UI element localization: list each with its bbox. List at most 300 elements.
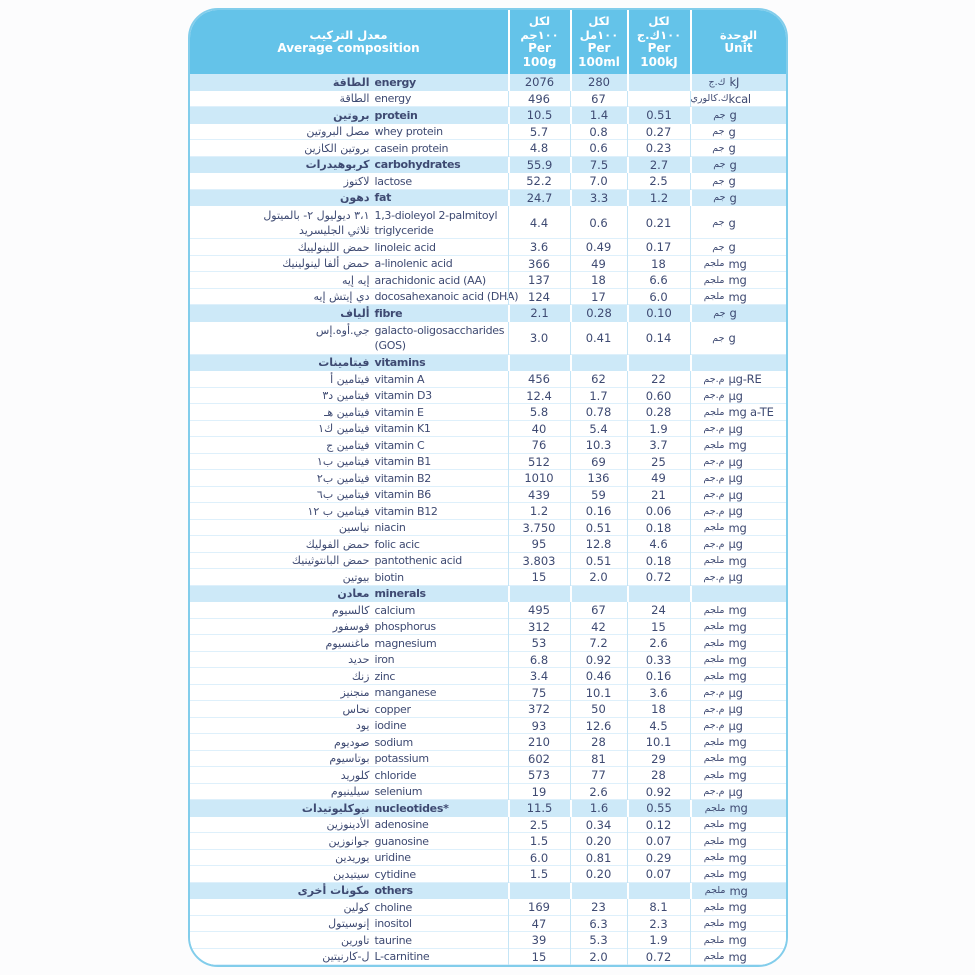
value-per-100ml: 0.8 — [570, 124, 627, 141]
row-label-english: vitamin C — [374, 438, 425, 452]
unit-latin: mg — [728, 834, 747, 849]
row-label — [190, 437, 508, 454]
value-per-100g: 124 — [508, 289, 570, 306]
row-label — [190, 487, 508, 504]
value-per-100g: 4.8 — [508, 140, 570, 157]
unit-arabic: جم — [713, 307, 726, 319]
value-per-100kj: 0.72 — [627, 569, 690, 586]
row-label — [190, 140, 508, 157]
unit-cell — [690, 91, 786, 108]
value-per-100g: 1.5 — [508, 866, 570, 883]
unit-cell — [690, 173, 786, 190]
row-label-line — [190, 306, 508, 321]
row-label-arabic: الطاقة — [332, 75, 370, 89]
unit-arabic: ك.كالوري — [690, 93, 729, 105]
unit-arabic: م.جم — [703, 505, 725, 517]
value-per-100kj: 49 — [627, 470, 690, 487]
row-label-english: copper — [374, 702, 411, 716]
row-label — [190, 289, 519, 306]
row-label-english: whey protein — [374, 125, 443, 139]
row-label-arabic: بروتين — [333, 108, 370, 122]
value-per-100ml: 0.16 — [570, 503, 627, 520]
unit-arabic: م.جم — [703, 390, 725, 402]
unit-arabic: م.جم — [703, 687, 725, 699]
unit-cell — [690, 784, 786, 801]
row-label-arabic: فيتامين ب ١٢ — [307, 504, 370, 518]
table-row — [190, 206, 786, 239]
row-label-english: inositol — [374, 917, 412, 931]
unit-cell — [690, 305, 786, 322]
value-per-100kj: 1.9 — [627, 421, 690, 438]
value-per-100ml: 0.51 — [570, 520, 627, 537]
row-label-english: vitamin B2 — [374, 471, 431, 485]
value-per-100g — [508, 355, 570, 372]
table-row — [190, 470, 786, 487]
row-label — [190, 602, 508, 619]
unit-latin: mg — [728, 817, 747, 832]
row-label-english: vitamin B1 — [374, 455, 431, 469]
unit-latin: mg — [728, 636, 747, 651]
row-label-arabic: سيلينيوم — [330, 785, 370, 799]
row-label-english: vitamin B12 — [374, 504, 438, 518]
unit-arabic: ملجم — [703, 274, 725, 286]
value-per-100ml: 0.6 — [570, 206, 627, 239]
row-label-line — [190, 933, 508, 948]
value-per-100kj: 2.5 — [627, 173, 690, 190]
value-per-100ml: 2.6 — [570, 784, 627, 801]
row-label — [190, 272, 508, 289]
unit-cell — [690, 800, 786, 817]
row-label-line — [190, 669, 508, 684]
unit-cell — [690, 866, 786, 883]
row-label-arabic: ألياف — [340, 306, 370, 320]
unit-cell — [690, 734, 786, 751]
table-row — [190, 734, 786, 751]
unit-latin: µg — [728, 685, 743, 700]
row-label-arabic: فيتامين أ — [330, 372, 370, 386]
row-label-arabic: حمض ألفا لينولينيك — [282, 257, 370, 271]
row-label-english: biotin — [374, 570, 404, 584]
table-row — [190, 635, 786, 652]
row-label-line — [190, 801, 508, 816]
value-per-100kj: 0.18 — [627, 520, 690, 537]
row-label-english: potassium — [374, 752, 429, 766]
row-label-line — [190, 735, 508, 750]
value-per-100kj: 3.7 — [627, 437, 690, 454]
row-label — [190, 635, 508, 652]
value-per-100ml: 5.4 — [570, 421, 627, 438]
unit-arabic: ملجم — [703, 835, 725, 847]
value-per-100g: 55.9 — [508, 157, 570, 174]
unit-cell — [690, 817, 786, 834]
value-per-100g: 40 — [508, 421, 570, 438]
row-label-arabic: زنك — [351, 669, 370, 683]
unit-latin: mg — [728, 900, 747, 915]
row-label-line — [190, 850, 508, 865]
value-per-100ml: 0.41 — [570, 322, 627, 355]
unit-latin: µg — [728, 537, 743, 552]
unit-latin: mg — [728, 256, 747, 271]
unit-arabic: جم — [712, 332, 725, 344]
table-row — [190, 569, 786, 586]
table-row — [190, 388, 786, 405]
row-label-arabic: حمض اللينولييك — [297, 240, 370, 254]
row-label — [190, 355, 508, 372]
value-per-100g: 2.5 — [508, 817, 570, 834]
row-label-line — [190, 174, 508, 189]
row-label — [190, 883, 508, 900]
table-row — [190, 668, 786, 685]
unit-latin: g — [729, 306, 737, 321]
unit-cell — [690, 355, 786, 372]
unit-cell — [690, 107, 786, 124]
unit-arabic: ملجم — [703, 406, 725, 418]
table-row — [190, 899, 786, 916]
unit-arabic: ملجم — [703, 852, 725, 864]
row-label-line — [190, 256, 508, 271]
unit-cell — [690, 569, 786, 586]
row-label-line — [190, 504, 508, 519]
value-per-100kj: 0.17 — [627, 239, 690, 256]
unit-latin: g — [729, 190, 737, 205]
table-row — [190, 305, 786, 322]
unit-latin: µg — [728, 471, 743, 486]
unit-latin: mg — [728, 768, 747, 783]
value-per-100ml: 12.6 — [570, 718, 627, 735]
value-per-100kj: 0.72 — [627, 949, 690, 966]
table-row — [190, 800, 786, 817]
table-body — [190, 74, 786, 965]
header-per-100g-english-line2: 100g — [522, 54, 557, 69]
row-label-arabic: فيتامين ج — [326, 438, 370, 452]
unit-arabic: ملجم — [703, 901, 725, 913]
row-label-arabic: حمض الفوليك — [305, 537, 370, 551]
row-label — [190, 388, 508, 405]
value-per-100kj: 25 — [627, 454, 690, 471]
value-per-100kj: 2.7 — [627, 157, 690, 174]
unit-cell — [690, 140, 786, 157]
unit-arabic: م.جم — [703, 423, 725, 435]
row-label-english: vitamin B6 — [374, 488, 431, 502]
row-label-line — [190, 223, 508, 238]
table-row — [190, 916, 786, 933]
row-label-english: calcium — [374, 603, 416, 617]
unit-latin: kJ — [729, 75, 740, 90]
row-label-line — [190, 553, 508, 568]
row-label-arabic: يود — [355, 719, 370, 733]
value-per-100g: 137 — [508, 272, 570, 289]
unit-arabic: ملجم — [703, 934, 725, 946]
row-label-english: magnesium — [374, 636, 437, 650]
value-per-100kj: 0.23 — [627, 140, 690, 157]
row-label — [190, 157, 508, 174]
row-label — [190, 173, 508, 190]
row-label-line — [190, 768, 508, 783]
row-label-arabic: مصل البروتين — [306, 125, 370, 139]
unit-arabic: ملجم — [703, 439, 725, 451]
value-per-100ml: 0.46 — [570, 668, 627, 685]
unit-arabic: ملجم — [704, 885, 726, 897]
value-per-100kj: 21 — [627, 487, 690, 504]
unit-latin: mg — [728, 652, 747, 667]
value-per-100ml: 18 — [570, 272, 627, 289]
unit-latin: g — [729, 108, 737, 123]
row-label — [190, 239, 508, 256]
unit-arabic: جم — [713, 192, 726, 204]
table-row — [190, 437, 786, 454]
row-label-english: a-linolenic acid — [374, 257, 453, 271]
row-label-english: phosphorus — [374, 620, 436, 634]
table-row — [190, 190, 786, 207]
value-per-100kj: 0.92 — [627, 784, 690, 801]
value-per-100ml: 0.28 — [570, 305, 627, 322]
value-per-100ml: 10.3 — [570, 437, 627, 454]
row-label-arabic: الطاقة — [339, 92, 370, 106]
value-per-100kj: 10.1 — [627, 734, 690, 751]
header-per-100g-arabic-line1: لكل — [528, 14, 551, 28]
value-per-100g: 5.8 — [508, 404, 570, 421]
unit-latin: µg — [728, 718, 743, 733]
unit-cell — [690, 454, 786, 471]
unit-cell — [690, 553, 786, 570]
table-row — [190, 487, 786, 504]
value-per-100ml: 0.20 — [570, 833, 627, 850]
unit-latin: g — [729, 157, 737, 172]
value-per-100ml: 28 — [570, 734, 627, 751]
value-per-100g: 3.803 — [508, 553, 570, 570]
row-label — [190, 586, 508, 603]
row-label-english: vitamin A — [374, 372, 425, 386]
row-label — [190, 470, 508, 487]
table-row — [190, 602, 786, 619]
row-label — [190, 74, 508, 91]
value-per-100kj — [627, 91, 690, 108]
row-label-line — [190, 537, 508, 552]
row-label-line — [190, 124, 508, 139]
value-per-100kj: 4.5 — [627, 718, 690, 735]
value-per-100g: 12.4 — [508, 388, 570, 405]
row-label — [190, 322, 508, 355]
row-label-arabic: دهون — [339, 191, 370, 205]
unit-cell — [690, 520, 786, 537]
row-label-english: vitamin E — [374, 405, 424, 419]
row-label — [190, 701, 508, 718]
unit-cell — [690, 371, 786, 388]
row-label-english: (GOS) — [374, 339, 406, 352]
unit-cell — [690, 916, 786, 933]
unit-latin: mg — [728, 751, 747, 766]
row-label-arabic: ثلاثي الجليسريد — [298, 223, 370, 237]
value-per-100ml: 0.78 — [570, 404, 627, 421]
row-label — [190, 454, 508, 471]
nutrition-facts-table — [188, 8, 788, 967]
value-per-100g: 495 — [508, 602, 570, 619]
row-label-arabic: الأدينوزين — [326, 818, 370, 832]
row-label-line — [190, 141, 508, 156]
value-per-100kj: 3.6 — [627, 685, 690, 702]
unit-arabic: ملجم — [703, 736, 725, 748]
row-label — [190, 206, 508, 239]
value-per-100g: 1.5 — [508, 833, 570, 850]
unit-arabic: ملجم — [703, 951, 725, 963]
unit-cell — [690, 883, 786, 900]
table-row — [190, 371, 786, 388]
row-label-line — [190, 289, 519, 304]
row-label-english: casein protein — [374, 141, 449, 155]
row-label-line — [190, 157, 508, 172]
value-per-100kj — [627, 586, 690, 603]
header-per-100kj-arabic-line2: ١٠٠ك.ج — [636, 27, 682, 42]
value-per-100g: 439 — [508, 487, 570, 504]
row-label-arabic: فوسفور — [332, 620, 370, 634]
unit-arabic: جم — [712, 175, 725, 187]
value-per-100kj: 0.27 — [627, 124, 690, 141]
table-row — [190, 520, 786, 537]
unit-arabic: جم — [713, 159, 726, 171]
value-per-100g: 93 — [508, 718, 570, 735]
row-label-english: zinc — [374, 669, 396, 683]
row-label-english: energy — [374, 75, 416, 89]
row-label — [190, 536, 508, 553]
unit-latin: kcal — [728, 91, 751, 106]
row-label-arabic: نيوكليوتيدات — [301, 801, 370, 815]
value-per-100ml: 67 — [570, 602, 627, 619]
row-label — [190, 767, 508, 784]
unit-latin: g — [728, 124, 736, 139]
row-label-english: niacin — [374, 521, 406, 535]
value-per-100kj — [627, 883, 690, 900]
unit-cell — [690, 437, 786, 454]
unit-arabic: ملجم — [703, 604, 725, 616]
header-per-100ml-english-line1: Per — [587, 41, 611, 55]
row-label-english: guanosine — [374, 834, 429, 848]
row-label-arabic: إنوسيتول — [328, 917, 370, 931]
value-per-100g: 312 — [508, 619, 570, 636]
unit-cell — [690, 850, 786, 867]
unit-cell — [690, 751, 786, 768]
row-label-english: choline — [374, 900, 413, 914]
unit-latin: mg — [729, 883, 748, 898]
value-per-100kj: 1.2 — [627, 190, 690, 207]
unit-arabic: ملجم — [703, 291, 725, 303]
row-label-line — [190, 685, 508, 700]
row-label-english: iron — [374, 653, 395, 667]
value-per-100ml: 0.20 — [570, 866, 627, 883]
unit-latin: mg — [728, 553, 747, 568]
row-label-arabic: فيتامين ب٢ — [316, 471, 370, 485]
row-label — [190, 421, 508, 438]
row-label-english: protein — [374, 108, 418, 122]
row-label-arabic: لاكتوز — [343, 174, 370, 188]
section-header-row — [190, 883, 786, 900]
row-label-english: chloride — [374, 768, 417, 782]
unit-arabic: جم — [712, 217, 725, 228]
table-row — [190, 536, 786, 553]
header-per-100g-arabic-line2: ١٠٠جم — [520, 27, 559, 42]
value-per-100kj: 0.51 — [627, 107, 690, 124]
row-label-english: minerals — [374, 587, 426, 601]
value-per-100g — [508, 883, 570, 900]
unit-cell — [690, 388, 786, 405]
unit-latin: mg — [728, 289, 747, 304]
value-per-100ml: 0.51 — [570, 553, 627, 570]
value-per-100ml: 6.3 — [570, 916, 627, 933]
header-per-100ml — [570, 10, 627, 74]
unit-arabic: جم — [712, 126, 725, 138]
row-label-arabic: إيه إيه — [341, 273, 370, 287]
row-label-line — [190, 487, 508, 502]
unit-latin: µg — [728, 454, 743, 469]
value-per-100kj: 0.21 — [627, 206, 690, 239]
unit-cell — [690, 470, 786, 487]
row-label-english: L-carnitine — [374, 950, 430, 964]
value-per-100ml: 280 — [570, 74, 627, 91]
row-label-english: carbohydrates — [374, 158, 461, 172]
unit-cell — [690, 635, 786, 652]
value-per-100ml: 67 — [570, 91, 627, 108]
unit-cell — [690, 833, 786, 850]
row-label-line — [190, 916, 508, 931]
unit-cell — [690, 190, 786, 207]
unit-arabic: م.جم — [703, 373, 725, 385]
unit-latin: µg — [728, 421, 743, 436]
unit-cell — [690, 256, 786, 273]
value-per-100ml: 62 — [570, 371, 627, 388]
value-per-100ml: 1.7 — [570, 388, 627, 405]
row-label-english: vitamins — [374, 356, 426, 370]
unit-arabic: ملجم — [703, 637, 725, 649]
value-per-100g: 52.2 — [508, 173, 570, 190]
value-per-100g: 512 — [508, 454, 570, 471]
row-label-arabic: فيتامين ب٦ — [316, 488, 370, 502]
row-label-arabic: كربوهيدرات — [305, 158, 370, 172]
unit-arabic: ملجم — [703, 670, 725, 682]
unit-latin: mg — [728, 735, 747, 750]
row-label-arabic: منجنيز — [340, 686, 370, 700]
unit-arabic: ملجم — [703, 819, 725, 831]
row-label-arabic: بروتين الكازين — [304, 141, 370, 155]
header-unit — [690, 10, 786, 74]
row-label — [190, 569, 508, 586]
row-label-arabic: فيتامين ب١ — [316, 455, 370, 469]
row-label-arabic: حمض البانتوثينيك — [291, 554, 370, 568]
value-per-100kj: 6.0 — [627, 289, 690, 306]
table-row — [190, 421, 786, 438]
value-per-100g: 456 — [508, 371, 570, 388]
unit-latin: g — [728, 141, 736, 156]
row-label-line — [190, 355, 508, 370]
row-label-arabic: يوريدين — [335, 851, 370, 865]
value-per-100kj: 0.16 — [627, 668, 690, 685]
unit-arabic: م.جم — [703, 571, 725, 583]
unit-latin: µg — [728, 784, 743, 799]
unit-latin: g — [728, 331, 736, 345]
row-label-line — [190, 273, 508, 288]
row-label — [190, 190, 508, 207]
row-label-english: 1,3-dioleyol 2-palmitoyl — [374, 208, 498, 222]
unit-cell — [690, 767, 786, 784]
row-label-line — [190, 652, 508, 667]
row-label-arabic: نحاس — [342, 702, 370, 716]
row-label-line — [190, 949, 508, 964]
value-per-100ml: 69 — [570, 454, 627, 471]
value-per-100ml: 1.4 — [570, 107, 627, 124]
row-label — [190, 668, 508, 685]
value-per-100g: 1010 — [508, 470, 570, 487]
row-label-line — [190, 405, 508, 420]
table-row — [190, 652, 786, 669]
value-per-100kj: 28 — [627, 767, 690, 784]
